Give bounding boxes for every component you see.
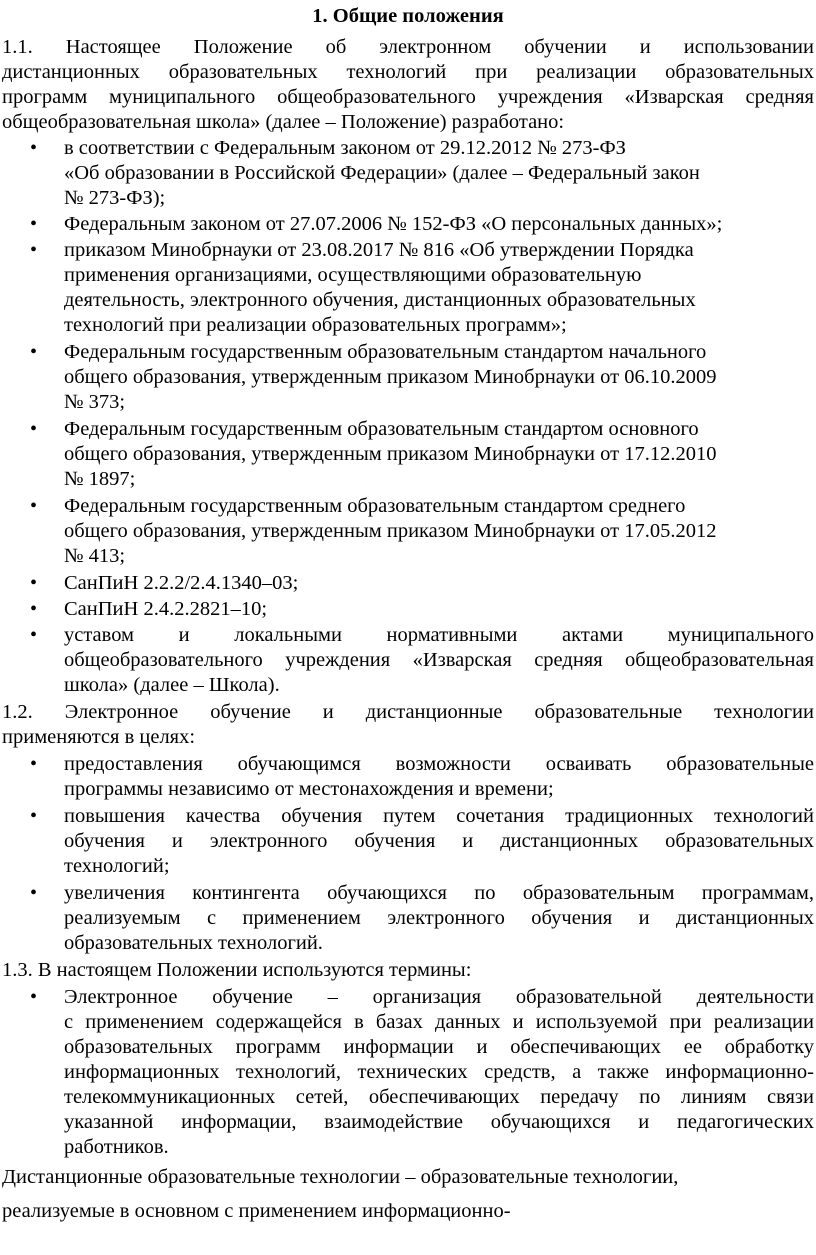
list-item-line: образовательных технологий.: [64, 932, 323, 954]
list-item-line: информационных технологий, технических средств, а также информационно-: [64, 1061, 814, 1083]
list-item-line: уставом и локальными нормативными актами муниципального: [64, 624, 814, 646]
bullet-icon: •: [30, 572, 38, 594]
bullet-icon: •: [30, 418, 38, 440]
tail-line-1: Дистанционные образовательные технологии – образовательные технологии,: [2, 1166, 679, 1188]
list-item-line: телекоммуникационных сетей, обеспечивающих передачу по линиям связи: [64, 1086, 814, 1108]
list-item-line: СанПиН 2.4.2.2821–10;: [64, 598, 268, 620]
list-item-line: работников.: [64, 1136, 169, 1158]
list-item-line: «Об образовании в Российской Федерации» (далее – Федеральный закон: [64, 162, 700, 184]
list-item-line: применения организациями, осуществляющими образовательную: [64, 264, 642, 286]
bullet-icon: •: [30, 882, 38, 904]
para-1-1-line-3: программ муниципального общеобразовательного учреждения «Изварская средняя: [2, 86, 814, 108]
list-item-line: реализуемым с применением электронного обучения и дистанционных: [64, 907, 814, 929]
para-1-2-line-1: 1.2. Электронное обучение и дистанционные образовательные технологии: [2, 701, 814, 723]
list-item-line: № 273-ФЗ);: [64, 187, 166, 209]
list-item-line: № 1897;: [64, 468, 136, 490]
list-item-line: Федеральным государственным образовательным стандартом основного: [64, 418, 699, 440]
list-item-line: общеобразовательного учреждения «Изварская средняя общеобразовательная: [64, 649, 814, 671]
list-item-line: увеличения контингента обучающихся по образовательным программам,: [64, 882, 814, 904]
list-item-line: предоставления обучающимся возможности осваивать образовательные: [64, 753, 814, 775]
section-title: 1. Общие положения: [312, 5, 504, 27]
bullet-icon: •: [30, 753, 38, 775]
bullet-icon: •: [30, 805, 38, 827]
list-item-line: общего образования, утвержденным приказом Минобрнауки от 17.05.2012: [64, 520, 717, 542]
list-item-line: № 373;: [64, 391, 126, 413]
list-item-line: СанПиН 2.2.2/2.4.1340–03;: [64, 572, 299, 594]
bullet-icon: •: [30, 137, 38, 159]
bullet-icon: •: [30, 239, 38, 261]
list-item-line: повышения качества обучения путем сочетания традиционных технологий: [64, 805, 814, 827]
list-item-line: деятельность, электронного обучения, дистанционных образовательных: [64, 289, 696, 311]
bullet-icon: •: [30, 598, 38, 620]
list-item-line: общего образования, утвержденным приказом Минобрнауки от 17.12.2010: [64, 443, 717, 465]
list-item-line: программы независимо от местонахождения и времени;: [64, 778, 554, 800]
bullet-icon: •: [30, 624, 38, 646]
list-item-line: приказом Минобрнауки от 23.08.2017 № 816 «Об утверждении Порядка: [64, 239, 694, 261]
list-item-line: обучения и электронного обучения и дистанционных образовательных: [64, 830, 814, 852]
para-1-2-line-2: применяются в целях:: [2, 726, 196, 748]
list-item-line: указанной информации, взаимодействие обучающихся и педагогических: [64, 1111, 814, 1133]
list-item-line: в соответствии с Федеральным законом от 29.12.2012 № 273-ФЗ: [64, 137, 626, 159]
list-item-line: технологий;: [64, 855, 170, 877]
list-item-line: общего образования, утвержденным приказом Минобрнауки от 06.10.2009: [64, 366, 717, 388]
bullet-icon: •: [30, 986, 38, 1008]
list-item-line: Федеральным государственным образовательным стандартом начального: [64, 341, 707, 363]
para-1-1-line-1: 1.1. Настоящее Положение об электронном обучении и использовании: [2, 36, 814, 58]
para-1-1-line-4: общеобразовательная школа» (далее – Положение) разработано:: [2, 111, 565, 133]
para-1-1-line-2: дистанционных образовательных технологий при реализации образовательных: [2, 61, 814, 83]
list-item-line: Федеральным государственным образовательным стандартом среднего: [64, 495, 686, 517]
list-item-line: Электронное обучение – организация образовательной деятельности: [64, 986, 814, 1008]
tail-line-2: реализуемые в основном с применением информационно-: [2, 1200, 511, 1222]
list-item-line: № 413;: [64, 545, 126, 567]
list-item-line: технологий при реализации образовательных программ»;: [64, 314, 567, 336]
para-1-3-line-1: 1.3. В настоящем Положении используются термины:: [2, 959, 472, 981]
list-item-line: школа» (далее – Школа).: [64, 674, 280, 696]
bullet-icon: •: [30, 495, 38, 517]
list-item-line: Федеральным законом от 27.07.2006 № 152-ФЗ «О персональных данных»;: [64, 213, 723, 235]
bullet-icon: •: [30, 341, 38, 363]
bullet-icon: •: [30, 213, 38, 235]
list-item-line: образовательных программ информации и обеспечивающих ее обработку: [64, 1036, 814, 1058]
list-item-line: с применением содержащейся в базах данных и используемой при реализации: [64, 1011, 814, 1033]
